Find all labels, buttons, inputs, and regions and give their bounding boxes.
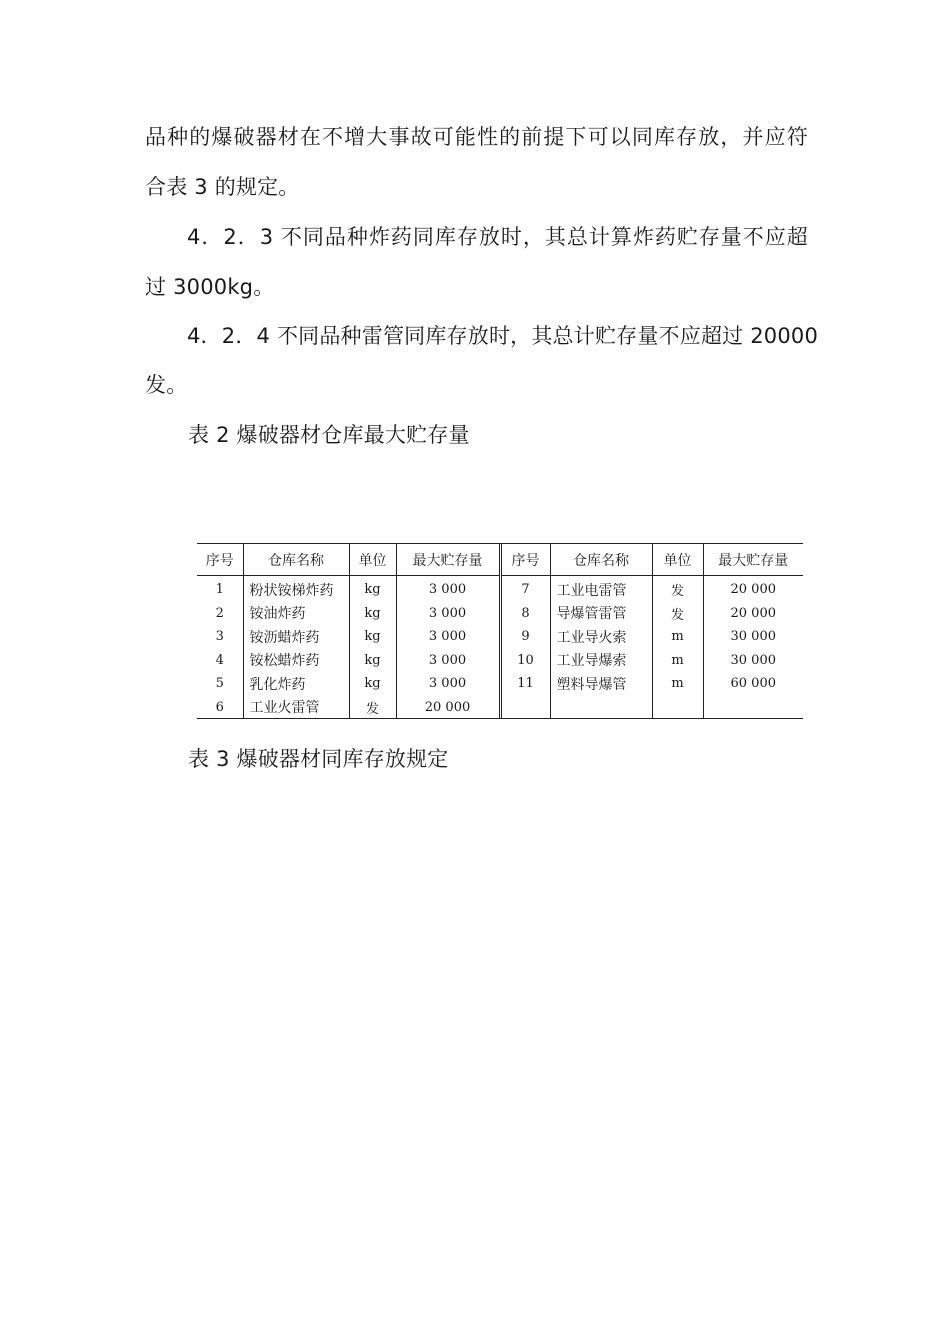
storage-table-wrapper [197,543,803,719]
cell-name: 粉状铵梯炸药 [243,576,349,602]
cell-name [550,696,652,720]
cell-unit [652,696,703,720]
storage-table [197,544,803,719]
cell-qty: 3 000 [396,672,500,696]
cell-unit: kg [349,625,396,649]
cell-qty: 20 000 [703,576,803,602]
table2-caption: 表 2 爆破器材仓库最大贮存量 [188,423,470,447]
cell-no: 2 [215,605,224,621]
cell-name: 塑料导爆管 [550,672,652,696]
table3-caption: 表 3 爆破器材同库存放规定 [188,747,449,771]
cell-no [500,696,550,720]
cell-name: 铵松蜡炸药 [243,649,349,673]
header-unit: 单位 [652,544,703,576]
cell-unit: kg [349,672,396,696]
cell-no: 11 [500,672,550,696]
cell-qty: 3 000 [396,602,500,626]
cell-qty: 3 000 [396,625,500,649]
cell-no: 8 [500,602,550,626]
cell-qty: 60 000 [703,672,803,696]
table-row [197,602,803,626]
cell-unit: kg [349,649,396,673]
cell-name: 工业导爆索 [550,649,652,673]
cell-no: 1 [215,582,224,598]
cell-qty: 30 000 [703,649,803,673]
cell-qty: 30 000 [703,625,803,649]
cell-name: 工业导火索 [550,625,652,649]
cell-no: 7 [500,576,550,602]
header-qty: 最大贮存量 [396,544,500,576]
table-header-row [197,544,803,576]
cell-no: 6 [215,699,224,715]
header-unit: 单位 [349,544,396,576]
cell-name: 导爆管雷管 [550,602,652,626]
cell-qty [703,696,803,720]
table-row [197,649,803,673]
cell-unit: kg [349,602,396,626]
cell-name: 铵沥蜡炸药 [243,625,349,649]
cell-unit: kg [349,576,396,602]
cell-unit: 发 [652,602,703,626]
cell-name: 铵油炸药 [243,602,349,626]
cell-qty: 3 000 [396,576,500,602]
paragraph-line: 发。 [145,373,188,397]
cell-qty: 3 000 [396,649,500,673]
header-no: 序号 [500,544,550,576]
table-row [197,576,803,602]
cell-name: 工业火雷管 [243,696,349,720]
cell-no: 9 [500,625,550,649]
cell-unit: m [652,649,703,673]
header-name: 仓库名称 [243,544,349,576]
paragraph-line: 品种的爆破器材在不增大事故可能性的前提下可以同库存放，并应符 [145,125,808,149]
cell-name: 乳化炸药 [243,672,349,696]
table-row [197,696,803,720]
header-name: 仓库名称 [550,544,652,576]
cell-no: 3 [215,629,224,645]
paragraph-line: 4．2．3 不同品种炸药同库存放时，其总计算炸药贮存量不应超 [187,225,808,249]
header-qty: 最大贮存量 [703,544,803,576]
table-row [197,625,803,649]
paragraph-line: 合表 3 的规定。 [145,175,300,199]
paragraph-line: 过 3000kg。 [145,275,275,299]
paragraph-line: 4．2．4 不同品种雷管同库存放时，其总计贮存量不应超过 20000 [187,324,819,348]
cell-qty: 20 000 [396,696,500,720]
cell-qty: 20 000 [703,602,803,626]
cell-unit: 发 [652,576,703,602]
cell-unit: m [652,625,703,649]
table-row [197,672,803,696]
cell-no: 4 [215,652,224,668]
cell-unit: m [652,672,703,696]
cell-name: 工业电雷管 [550,576,652,602]
cell-no: 5 [215,676,224,692]
header-no: 序号 [197,544,243,576]
cell-no: 10 [500,649,550,673]
cell-unit: 发 [349,696,396,720]
